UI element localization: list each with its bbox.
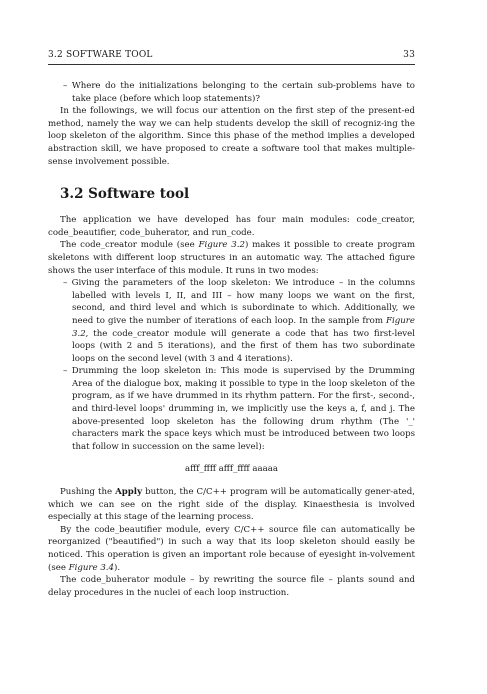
rhythm-pattern: afff_ffff afff_ffff aaaaa — [185, 464, 278, 475]
p4-text-b: button, the C/C++ program will be automatically gener-ated, which we can see on the right side of the display. Kinaesthesia is involved especially at this stage of the learning process. — [48, 487, 415, 523]
b1-text-a: – Giving the parameters of the loop skeleton: We introduce – in the columns labelled with levels I, II, and III – how many loops we want on the first, second, and third level and which is subordinate to which. Additionally, we need to give the number of iterations of each loop. In the sample from — [63, 278, 415, 326]
paragraph-6: The code_buherator module – by rewriting the source file – plants sound and delay procedures in the nuclei of each loop instruction. — [48, 575, 415, 598]
paragraph-2: The application we have developed has four main modules: code_creator, code_beautifier, code_buherator, and run_code. — [48, 215, 415, 238]
question-item: – Where do the initializations belonging to the certain sub-problems have to take place (before which loop statements)? — [63, 81, 415, 104]
p3-text-a: The code_creator module (see — [60, 240, 199, 251]
p5-text-a: By the code_beautifier module, every C/C++ source file can automatically be reorganized ("beautified") in such a way that its loop skeleton should easily be noticed. This operation is given an important role because of eyesight in-volvement (see — [48, 524, 415, 573]
bullet-2: – Drumming the loop skeleton in: This mode is supervised by the Drumming Area of the dialogue box, making it possible to type in the loop skeleton of the program, as if we have drummed in its rhythm pattern. For the first-, second-, and third-level loops' drumming in, we implicitly use the keys a, f, and j. The above-presented loop skeleton has the following drum rhythm (The '_' characters mark the space keys which must be introduced between two loops that follow in succession on the same level): — [63, 366, 415, 452]
apply-label: Apply — [115, 487, 143, 498]
section-title: 3.2 SOFTWARE TOOL — [48, 50, 153, 60]
paragraph-3 — [48, 239, 415, 277]
b1-text-b: , the code_creator module will generate a code that has two first-level loops (with 2 and 5 iterations), and the first of them has two subordinate loops on the second level (with 3 and 4 iterations). — [72, 328, 415, 364]
figure-ref: Figure 3.2 — [198, 240, 245, 251]
bullet-1 — [48, 277, 415, 365]
figure-ref: Figure 3.4 — [68, 562, 115, 573]
p4-text-a: Pushing the — [60, 487, 116, 498]
p5-text-b: ). — [114, 562, 121, 573]
paragraph-1: In the followings, we will focus our attention on the first step of the present-ed method, namely the way we can help students develop the skill of recogniz-ing the loop skeleton of the algorithm. Since this phase of the method implies a developed abstraction skill, we have proposed to create a software tool that makes multiple-sense involvement possible. — [48, 106, 415, 167]
section-heading: 3.2 Software tool — [60, 186, 190, 203]
page-number: 33 — [403, 50, 415, 60]
page-body — [48, 80, 415, 599]
p3-text-b: ) makes it possible to create program skeletons with different loop structures in an automatic way. The attached figure shows the user interface of this module. It runs in two modes: — [48, 240, 415, 276]
figure-ref: Figure 3.2 — [72, 315, 415, 339]
header-rule — [48, 64, 415, 65]
running-header — [48, 50, 415, 60]
paragraph-5 — [48, 524, 415, 574]
paragraph-4 — [48, 486, 415, 524]
